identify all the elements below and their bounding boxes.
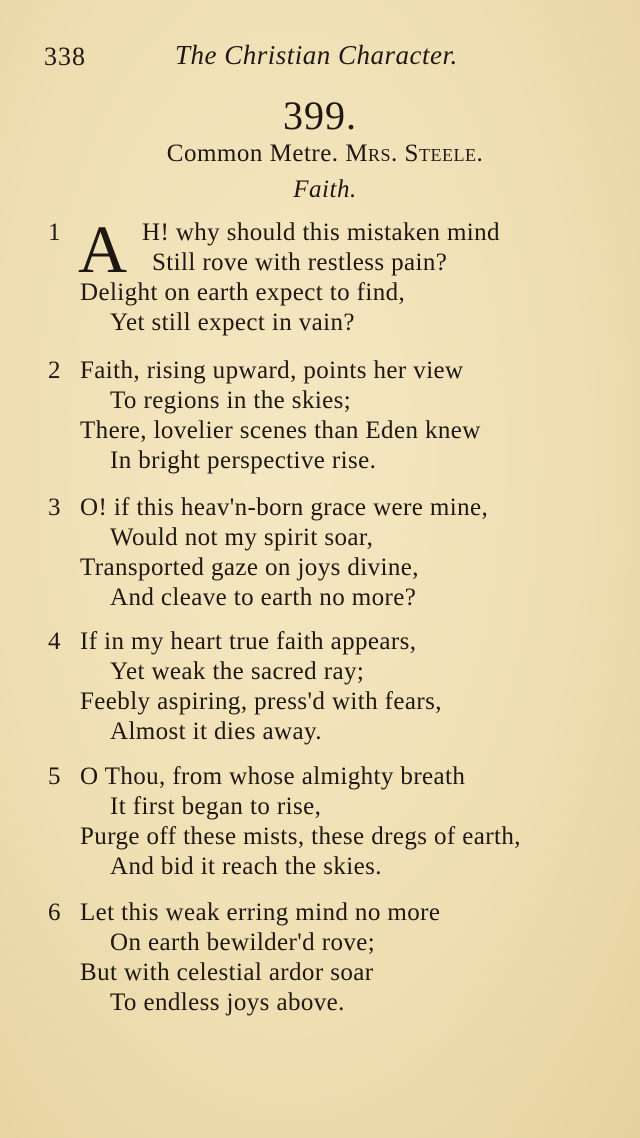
verse-line: On earth bewilder'd rove; [110, 929, 376, 956]
verse-line: In bright perspective rise. [110, 447, 377, 474]
verse-5 [0, 762, 640, 882]
verse-number: 1 [48, 219, 61, 246]
verse-line: Let this weak erring mind no more [80, 899, 441, 926]
hymn-author: Mrs. Steele. [345, 140, 484, 167]
verse-line: If in my heart true faith appears, [80, 628, 417, 655]
verse-line: It first began to rise, [110, 793, 322, 820]
verse-3 [0, 493, 640, 613]
page-number: 338 [44, 42, 86, 71]
verse-4 [0, 627, 640, 747]
hymn-subject: Faith. [293, 176, 357, 203]
verse-1 [0, 211, 640, 338]
verse-line: To endless joys above. [110, 989, 345, 1016]
hymn-meta [0, 140, 640, 168]
drop-cap: A [78, 211, 128, 287]
verse-number: 5 [48, 763, 61, 790]
verse-line: And bid it reach the skies. [110, 853, 382, 880]
verse-line: Transported gaze on joys divine, [80, 554, 419, 581]
verse-number: 4 [48, 628, 61, 655]
verse-line: But with celestial ardor soar [80, 959, 374, 986]
verse-number: 2 [48, 357, 61, 384]
verse-line: Delight on earth expect to find, [80, 279, 406, 306]
verse-line: Yet still expect in vain? [110, 309, 355, 336]
verse-line: Would not my spirit soar, [110, 524, 374, 551]
verse-6 [0, 898, 640, 1018]
verse-line: Yet weak the sacred ray; [110, 658, 365, 685]
hymn-number: 399. [283, 93, 357, 138]
verse-line: To regions in the skies; [110, 387, 352, 414]
verse-line: Almost it dies away. [110, 718, 322, 745]
verse-line: There, lovelier scenes than Eden knew [80, 417, 481, 444]
hymn-verses [0, 211, 640, 1118]
hymn-metre: Common Metre. [166, 140, 339, 167]
verse-line: H! why should this mistaken mind [142, 219, 500, 246]
verse-2 [0, 356, 640, 476]
verse-line: And cleave to earth no more? [110, 584, 417, 611]
running-title: The Christian Character. [175, 40, 458, 70]
verse-line: Faith, rising upward, points her view [80, 357, 464, 384]
verse-line: Purge off these mists, these dregs of earth, [80, 823, 521, 850]
verse-line: O Thou, from whose almighty breath [80, 763, 466, 790]
verse-line: Feebly aspiring, press'd with fears, [80, 688, 442, 715]
verse-line: Still rove with restless pain? [152, 249, 448, 276]
verse-line: O! if this heav'n-born grace were mine, [80, 494, 489, 521]
verse-number: 3 [48, 494, 61, 521]
verse-number: 6 [48, 899, 61, 926]
